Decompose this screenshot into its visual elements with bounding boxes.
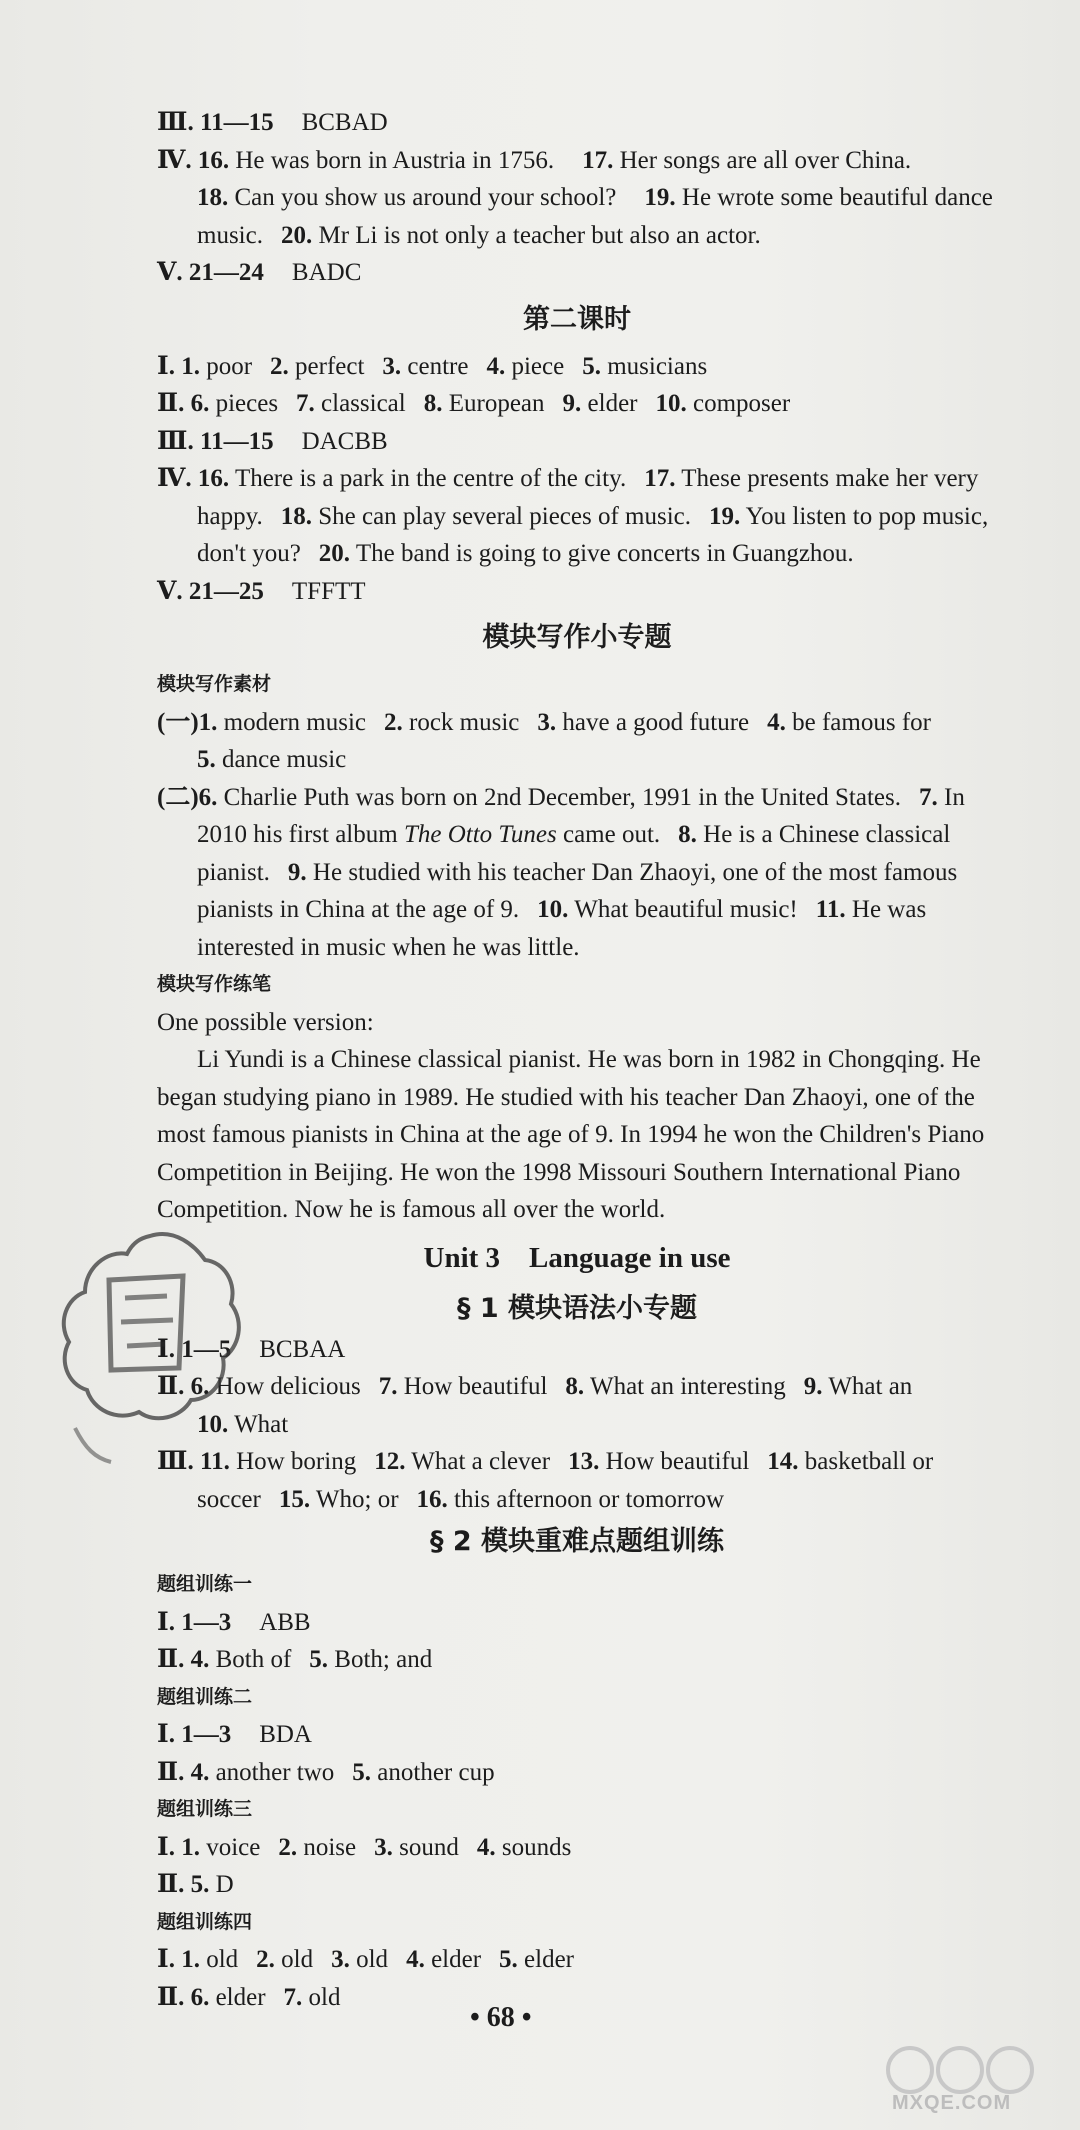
answer-content	[157, 104, 997, 2016]
answer-line: 5. dance music	[197, 746, 347, 773]
answer-line: Ⅰ. 1. poor 2. perfect 3. centre 4. piece 5. musicians	[157, 352, 708, 380]
answer-line: interested in music when he was little.	[197, 933, 580, 961]
essay-line: most famous pianists in China at the age of 9. In 1994 he won the Children's Piano	[157, 1121, 985, 1148]
answer-line: Ⅱ. 5. D	[157, 1871, 234, 1898]
answer-line: Ⅴ. 21—25 TFFTT	[157, 577, 366, 605]
answer-line: Ⅲ. 11—15 DACBB	[157, 427, 388, 455]
answer-line: Ⅱ. 6. elder 7. old	[157, 1983, 341, 2011]
subsection-label: 模块写作练笔	[157, 973, 272, 995]
answer-line: pianist. 9. He studied with his teacher Dan Zhaoyi, one of the most famous	[197, 858, 958, 886]
answer-line: Ⅱ. 6. How delicious 7. How beautiful 8. What an interesting 9. What an	[157, 1373, 913, 1400]
essay-line: Li Yundi is a Chinese classical pianist. He was born in 1982 in Chongqing. He	[197, 1046, 981, 1073]
watermark-text: MXQE.COM	[892, 2092, 1012, 2114]
answer-line: Ⅱ. 4. Both of 5. Both; and	[157, 1646, 433, 1673]
answer-line: (一)1. modern music 2. rock music 3. have a good future 4. be famous for	[157, 708, 931, 736]
page-number: • 68 •	[470, 2002, 532, 2033]
answer-line: Ⅰ. 1. old 2. old 3. old 4. elder 5. elder	[157, 1946, 574, 1973]
essay-line: began studying piano in 1989. He studied with his teacher Dan Zhaoyi, one of the	[157, 1083, 975, 1111]
answer-line: Ⅰ. 1—5 BCBAA	[157, 1335, 346, 1363]
answer-line: happy. 18. She can play several pieces of music. 19. You listen to pop music,	[197, 502, 989, 530]
answer-line: pianists in China at the age of 9. 10. What beautiful music! 11. He was	[197, 896, 927, 923]
answer-line: music. 20. Mr Li is not only a teacher but also an actor.	[197, 221, 761, 249]
answer-line: 10. What	[197, 1410, 289, 1438]
section-heading: 模块写作小专题	[482, 622, 672, 653]
answer-line: Ⅳ. 16. There is a park in the centre of the city. 17. These presents make her very	[157, 465, 979, 492]
section-heading: 第二课时	[523, 303, 631, 335]
album-title: The Otto Tunes	[403, 821, 557, 848]
essay-line: Competition. Now he is famous all over the world.	[157, 1196, 666, 1223]
unit-heading: Unit 3 Language in use	[423, 1241, 731, 1274]
subsection-label: 题组训练四	[157, 1910, 253, 1933]
answer-line: Ⅲ. 11—15 BCBAD	[157, 109, 388, 136]
subsection-label: 题组训练二	[157, 1685, 253, 1708]
section-heading: § 1 模块语法小专题	[456, 1292, 698, 1324]
answer-line: Ⅰ. 1. voice 2. noise 3. sound 4. sounds	[157, 1833, 572, 1861]
answer-line: don't you? 20. The band is going to give concerts in Guangzhou.	[197, 540, 854, 567]
subsection-label: 模块写作素材	[157, 673, 272, 695]
answer-line: 18. Can you show us around your school? 19. He wrote some beautiful dance	[197, 184, 993, 211]
answer-line: Ⅴ. 21—24 BADC	[157, 259, 362, 286]
homework-stamp	[55, 1218, 245, 1478]
section-heading: § 2 模块重难点题组训练	[429, 1526, 725, 1557]
subsection-label: 题组训练三	[157, 1798, 253, 1820]
essay-line: Competition in Beijing. He won the 1998 Missouri Southern International Piano	[157, 1158, 961, 1186]
answer-line: Ⅰ. 1—3 ABB	[157, 1608, 311, 1636]
answer-line: 2010 his first album The Otto Tunes came out. 8. He is a Chinese classical	[197, 821, 951, 848]
answer-line: Ⅰ. 1—3 BDA	[157, 1721, 312, 1748]
answer-line: One possible version:	[157, 1008, 374, 1036]
answer-line: Ⅲ. 11. How boring 12. What a clever 13. How beautiful 14. basketball or	[157, 1448, 934, 1475]
subsection-label: 题组训练一	[157, 1573, 253, 1595]
answer-line: Ⅱ. 4. another two 5. another cup	[157, 1758, 495, 1786]
answer-line: (二)6. Charlie Puth was born on 2nd December, 1991 in the United States. 7. In	[157, 783, 965, 811]
answer-line: Ⅳ. 16. He was born in Austria in 1756. 17. Her songs are all over China.	[157, 146, 912, 174]
answer-line: Ⅱ. 6. pieces 7. classical 8. European 9. elder 10. composer	[157, 390, 791, 417]
answer-line: soccer 15. Who; or 16. this afternoon or tomorrow	[197, 1485, 725, 1513]
